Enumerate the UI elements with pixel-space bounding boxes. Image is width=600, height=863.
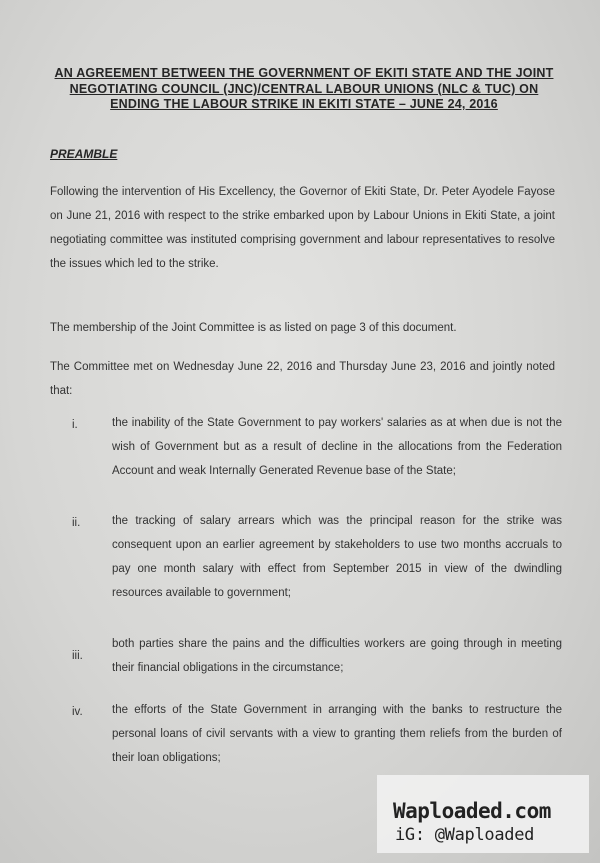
list-item-number: i. xyxy=(72,419,78,431)
list-item-number: iii. xyxy=(72,650,83,662)
watermark xyxy=(377,775,589,853)
list-item: the efforts of the State Government in arranging with the banks to restructure the personal loans of civil servants with a view to granting them reliefs from the burden of their loan obligations; xyxy=(112,704,562,764)
document-title: AN AGREEMENT BETWEEN THE GOVERNMENT OF EKITI STATE AND THE JOINT NEGOTIATING COUNCIL (JNC)/CENTRAL LABOUR UNIONS (NLC & TUC) ON ENDING THE LABOUR STRIKE IN EKITI STATE – JUNE 24, 2016 xyxy=(54,66,554,111)
watermark-site: Waploaded.com xyxy=(393,799,551,823)
preamble-heading: PREAMBLE xyxy=(50,147,118,161)
list-item: both parties share the pains and the difficulties workers are going through in meeting their financial obligations in the circumstance; xyxy=(112,638,562,674)
list-item: the inability of the State Government to pay workers' salaries as at when due is not the wish of Government but as a result of decline in the allocations from the Federation Account and weak Internally Generated Revenue base of the State; xyxy=(112,417,562,477)
list-item-number: ii. xyxy=(72,517,81,529)
paragraph-membership: The membership of the Joint Committee is as listed on page 3 of this document. xyxy=(50,322,457,334)
watermark-instagram: iG: @Waploaded xyxy=(395,825,535,845)
list-item-number: iv. xyxy=(72,706,83,718)
paragraph-intervention: Following the intervention of His Excellency, the Governor of Ekiti State, Dr. Peter Ayodele Fayose on June 21, 2016 with respect to the strike embarked upon by Labour Unions in Ekiti State, a joint negotiating committee was instituted comprising government and labour representatives to resolve the issues which led to the strike. xyxy=(50,186,555,270)
list-item: the tracking of salary arrears which was the principal reason for the strike was consequent upon an earlier agreement by stakeholders to use two months accruals to pay one month salary with effect from September 2015 in view of the dwindling resources available to government; xyxy=(112,515,562,599)
paragraph-committee-met: The Committee met on Wednesday June 22, 2016 and Thursday June 23, 2016 and jointly noted that: xyxy=(50,361,555,397)
